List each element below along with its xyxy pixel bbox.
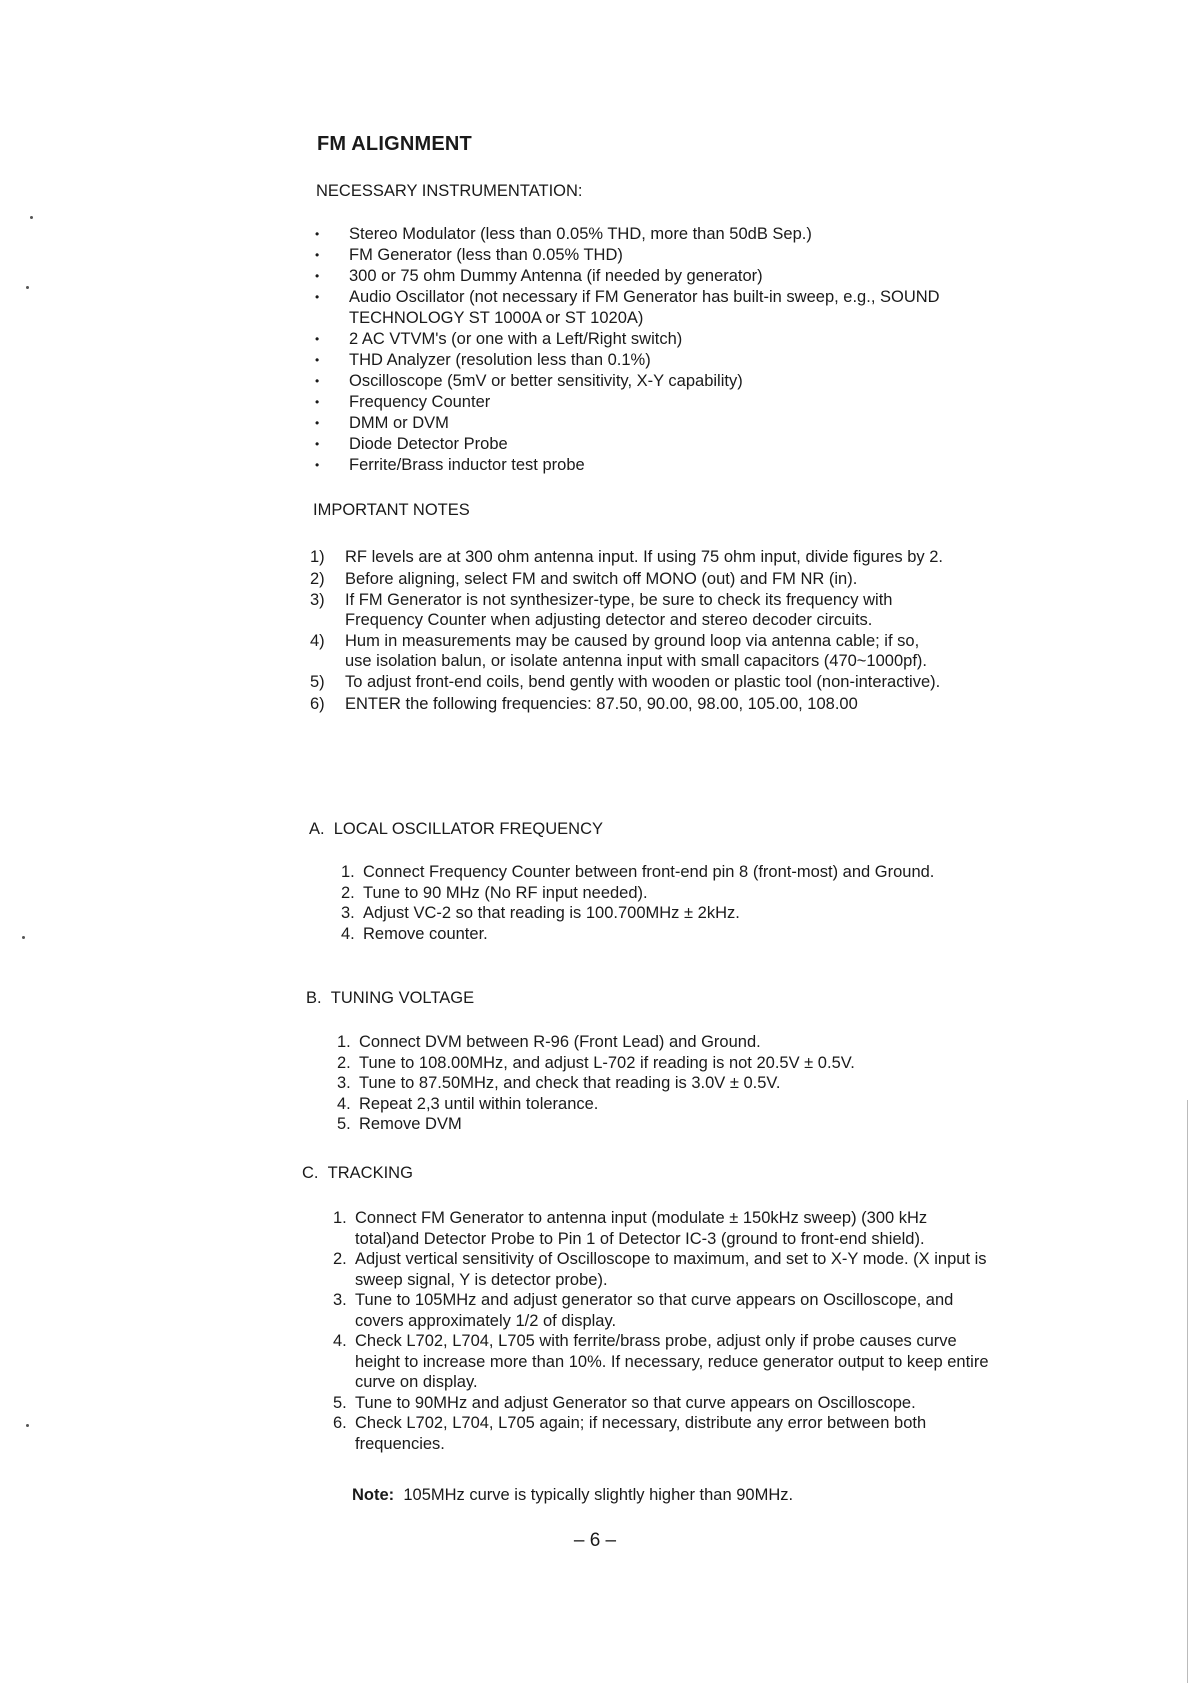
notes-list — [310, 548, 950, 716]
list-item: • Stereo Modulator (less than 0.05% THD, more than 50dB Sep.) — [313, 224, 973, 245]
step-text: Adjust vertical sensitivity of Oscilloscope to maximum, and set to X-Y mode. (X input is sweep signal, Y is detector probe). — [355, 1250, 987, 1289]
step-item — [337, 1094, 977, 1115]
instrumentation-list — [313, 224, 973, 476]
list-item: • THD Analyzer (resolution less than 0.1%) — [313, 350, 973, 371]
note-text: ENTER the following frequencies: 87.50, 90.00, 98.00, 105.00, 108.00 — [345, 694, 858, 713]
step-item — [337, 1073, 977, 1094]
step-number: 1. — [333, 1209, 347, 1227]
note-number: 4) — [310, 632, 325, 650]
page-title: FM ALIGNMENT — [317, 133, 472, 155]
note-text: To adjust front-end coils, bend gently with wooden or plastic tool (non-interactive). — [345, 673, 941, 691]
step-item — [341, 903, 941, 924]
step-number: 4. — [341, 924, 355, 943]
step-text: Check L702, L704, L705 again; if necessary, distribute any error between both frequencies. — [355, 1414, 927, 1453]
note-text: Before aligning, select FM and switch off MONO (out) and FM NR (in). — [345, 569, 858, 588]
step-text: Repeat 2,3 until within tolerance. — [359, 1094, 599, 1113]
list-item: • 2 AC VTVM's (or one with a Left/Right switch) — [313, 329, 973, 350]
step-number: 5. — [333, 1393, 347, 1412]
scan-edge — [1187, 1100, 1188, 1683]
list-item: • Oscilloscope (5mV or better sensitivity, X-Y capability) — [313, 371, 973, 392]
step-number: 6. — [333, 1414, 347, 1432]
note-number: 6) — [310, 694, 325, 713]
step-number: 5. — [337, 1115, 351, 1133]
note-number: 3) — [310, 591, 325, 609]
scan-speck — [30, 216, 33, 219]
note-number: 1) — [310, 548, 325, 566]
step-text: Tune to 90 MHz (No RF input needed). — [363, 883, 648, 902]
section-a-steps — [341, 862, 941, 944]
step-number: 4. — [337, 1094, 351, 1113]
list-item: • Audio Oscillator (not necessary if FM Generator has built-in sweep, e.g., SOUND TECHNOLOGY ST 1000A or ST 1020A) — [313, 287, 973, 329]
step-text: Connect DVM between R-96 (Front Lead) and Ground. — [359, 1033, 761, 1051]
scan-speck — [26, 286, 29, 289]
step-item — [341, 862, 941, 883]
scan-speck — [26, 1424, 29, 1427]
step-text: Remove counter. — [363, 924, 488, 943]
list-item: • Ferrite/Brass inductor test probe — [313, 455, 973, 476]
tracking-note — [330, 1486, 793, 1505]
step-item — [341, 883, 941, 904]
note-body: 105MHz curve is typically slightly higher than 90MHz. — [403, 1486, 794, 1504]
step-item — [333, 1413, 993, 1454]
step-text: Tune to 90MHz and adjust Generator so that curve appears on Oscilloscope. — [355, 1393, 916, 1412]
step-item — [337, 1053, 977, 1074]
page-number: – 6 – — [573, 1530, 617, 1551]
step-number: 1. — [341, 863, 355, 881]
list-item: • FM Generator (less than 0.05% THD) — [313, 245, 973, 266]
step-item — [333, 1249, 993, 1290]
section-a-heading: A. LOCAL OSCILLATOR FREQUENCY — [309, 820, 604, 838]
step-number: 2. — [333, 1250, 347, 1268]
list-item: • DMM or DVM — [313, 413, 973, 434]
step-number: 4. — [333, 1332, 347, 1350]
note-number: 5) — [310, 673, 325, 691]
note-text: Hum in measurements may be caused by ground loop via antenna cable; if so, use isolation balun, or isolate antenna input with small capacitors (470~1000pf). — [345, 632, 927, 670]
step-item — [337, 1032, 977, 1053]
step-number: 1. — [337, 1033, 351, 1051]
note-item — [310, 548, 950, 568]
step-item — [333, 1393, 993, 1414]
step-text: Adjust VC-2 so that reading is 100.700MHz ± 2kHz. — [363, 904, 740, 922]
step-number: 3. — [337, 1074, 351, 1092]
step-item — [337, 1114, 977, 1135]
step-number: 2. — [341, 883, 355, 902]
note-text: If FM Generator is not synthesizer-type, be sure to check its frequency with Frequency Counter when adjusting detector and stereo decoder circuits. — [345, 591, 893, 629]
note-label: Note: — [352, 1486, 395, 1504]
notes-heading: IMPORTANT NOTES — [313, 501, 470, 519]
list-item: • Frequency Counter — [313, 392, 973, 413]
step-item — [333, 1290, 993, 1331]
step-item — [341, 924, 941, 945]
note-item — [310, 591, 950, 630]
step-item — [333, 1331, 993, 1393]
note-number: 2) — [310, 569, 325, 588]
section-b-heading: B. TUNING VOLTAGE — [306, 989, 475, 1007]
note-item — [310, 632, 950, 671]
note-text: RF levels are at 300 ohm antenna input. If using 75 ohm input, divide figures by 2. — [345, 548, 944, 566]
note-item — [310, 695, 950, 715]
list-item: • 300 or 75 ohm Dummy Antenna (if needed by generator) — [313, 266, 973, 287]
step-text: Connect FM Generator to antenna input (modulate ± 150kHz sweep) (300 kHz total)and Detector Probe to Pin 1 of Detector IC-3 (ground to front-end shield). — [355, 1209, 928, 1248]
section-c-steps — [333, 1208, 993, 1454]
step-number: 2. — [337, 1053, 351, 1072]
list-item: • Diode Detector Probe — [313, 434, 973, 455]
step-item — [333, 1208, 993, 1249]
section-b-steps — [337, 1032, 977, 1135]
step-text: Tune to 108.00MHz, and adjust L-702 if reading is not 20.5V ± 0.5V. — [359, 1053, 855, 1072]
step-text: Connect Frequency Counter between front-end pin 8 (front-most) and Ground. — [363, 863, 935, 881]
step-number: 3. — [341, 904, 355, 922]
note-item — [310, 673, 950, 693]
step-text: Tune to 87.50MHz, and check that reading is 3.0V ± 0.5V. — [359, 1074, 781, 1092]
step-text: Remove DVM — [359, 1115, 462, 1133]
step-number: 3. — [333, 1291, 347, 1309]
section-c-heading: C. TRACKING — [302, 1164, 413, 1182]
scan-speck — [22, 936, 25, 939]
step-text: Tune to 105MHz and adjust generator so that curve appears on Oscilloscope, and covers approximately 1/2 of display. — [355, 1291, 954, 1330]
note-item — [310, 570, 950, 590]
step-text: Check L702, L704, L705 with ferrite/brass probe, adjust only if probe causes curve height to increase more than 10%. If necessary, reduce generator output to keep entire curve on display. — [355, 1332, 989, 1391]
instrumentation-heading: NECESSARY INSTRUMENTATION: — [316, 182, 583, 200]
